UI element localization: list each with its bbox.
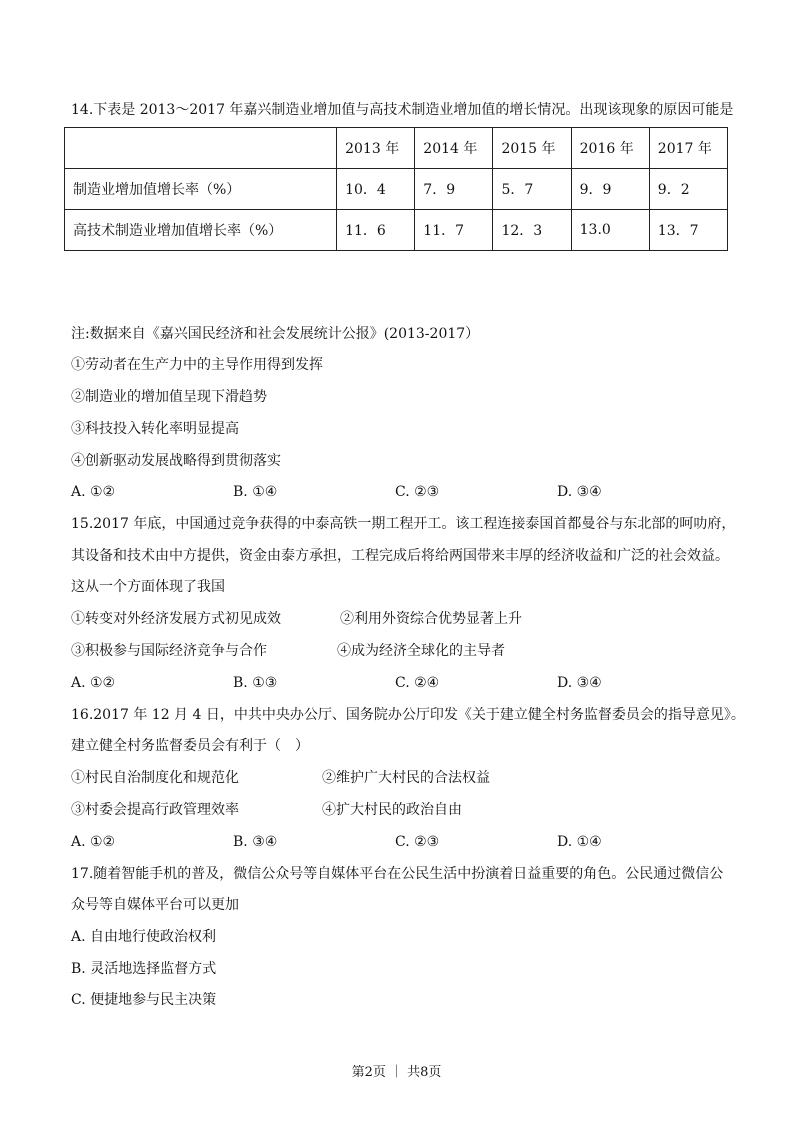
table-header-row [65, 128, 728, 169]
table-cell: 12．3 [493, 210, 571, 251]
q17-option-a[interactable]: A. 自由地行使政治权利 [71, 929, 217, 945]
q16-option-b[interactable]: B. ③④ [233, 834, 278, 850]
table-header-cell: 2013 年 [337, 128, 415, 169]
q15-stem-line: 其设备和技术由中方提供，资金由泰方承担，工程完成后将给两国带来丰厚的经济收益和广泛的社会效益。 [71, 548, 729, 564]
table-cell: 11．7 [415, 210, 493, 251]
q16-stem-line: 建立健全村务监督委员会有利于（ ） [71, 738, 309, 754]
q15-option-d[interactable]: D. ③④ [557, 675, 602, 691]
table-row [65, 210, 728, 251]
q15-stem-line: 这从一个方面体现了我国 [71, 579, 225, 595]
q17-stem-line: 17.随着智能手机的普及，微信公众号等自媒体平台在公民生活中扮演着日益重要的角色。公民通过微信公 [71, 866, 724, 882]
q16-item: ④扩大村民的政治自由 [322, 802, 462, 818]
q14-option-b[interactable]: B. ①④ [233, 484, 278, 500]
table-cell: 11．6 [337, 210, 415, 251]
q14-item: ①劳动者在生产力中的主导作用得到发挥 [71, 357, 323, 373]
table-row [65, 169, 728, 210]
table-header-cell: 2015 年 [493, 128, 571, 169]
table-cell: 5．7 [493, 169, 571, 210]
q16-item: ③村委会提高行政管理效率 [71, 802, 239, 818]
q17-option-b[interactable]: B. 灵活地选择监督方式 [71, 961, 217, 977]
table-cell: 7．9 [415, 169, 493, 210]
q15-option-c[interactable]: C. ②④ [395, 675, 440, 691]
q15-stem-line: 15.2017 年底，中国通过竞争获得的中泰高铁一期工程开工。该工程连接泰国首都曼谷与东北部的呵叻府， [71, 516, 736, 532]
table-cell: 10．4 [337, 169, 415, 210]
q16-item: ①村民自治制度化和规范化 [71, 770, 239, 786]
q16-item: ②维护广大村民的合法权益 [322, 770, 490, 786]
q17-stem-line: 众号等自媒体平台可以更加 [71, 897, 239, 913]
table-cell: 9．2 [649, 169, 727, 210]
q16-option-a[interactable]: A. ①② [71, 834, 116, 850]
q14-option-c[interactable]: C. ②③ [395, 484, 440, 500]
table-cell [65, 128, 337, 169]
q15-item: ③积极参与国际经济竞争与合作 [71, 643, 267, 659]
table-cell: 13.0 [571, 210, 649, 251]
q14-item: ②制造业的增加值呈现下滑趋势 [71, 389, 267, 405]
q14-item: ④创新驱动发展战略得到贯彻落实 [71, 453, 281, 469]
table-header-cell: 2017 年 [649, 128, 727, 169]
table-cell: 13．7 [649, 210, 727, 251]
table-cell: 9．9 [571, 169, 649, 210]
q15-option-a[interactable]: A. ①② [71, 675, 116, 691]
q16-option-c[interactable]: C. ②③ [395, 834, 440, 850]
table-header-cell: 2016 年 [571, 128, 649, 169]
table-header-cell: 2014 年 [415, 128, 493, 169]
q17-option-c[interactable]: C. 便捷地参与民主决策 [71, 992, 217, 1008]
q14-note: 注:数据来自《嘉兴国民经济和社会发展统计公报》(2013-2017） [71, 326, 480, 342]
table-row-label: 高技术制造业增加值增长率（%） [65, 210, 337, 251]
q15-item: ④成为经济全球化的主导者 [337, 643, 505, 659]
q16-option-d[interactable]: D. ①④ [557, 834, 602, 850]
q15-item: ①转变对外经济发展方式初见成效 [71, 611, 281, 627]
q14-item: ③科技投入转化率明显提高 [71, 421, 239, 437]
table-row-label: 制造业增加值增长率（%） [65, 169, 337, 210]
q14-option-a[interactable]: A. ①② [71, 484, 116, 500]
q14-stem: 14.下表是 2013～2017 年嘉兴制造业增加值与高技术制造业增加值的增长情况。出现该现象的原因可能是 [71, 102, 734, 118]
growth-table [64, 127, 728, 251]
q16-stem-line: 16.2017 年 12 月 4 日，中共中央办公厅、国务院办公厅印发《关于建立健全村务监督委员会的指导意见》。 [71, 707, 745, 723]
q15-item: ②利用外资综合优势显著上升 [340, 611, 522, 627]
q14-option-d[interactable]: D. ③④ [557, 484, 602, 500]
q15-option-b[interactable]: B. ①③ [233, 675, 278, 691]
page-footer: 第2页 ｜ 共8页 [351, 1065, 442, 1080]
